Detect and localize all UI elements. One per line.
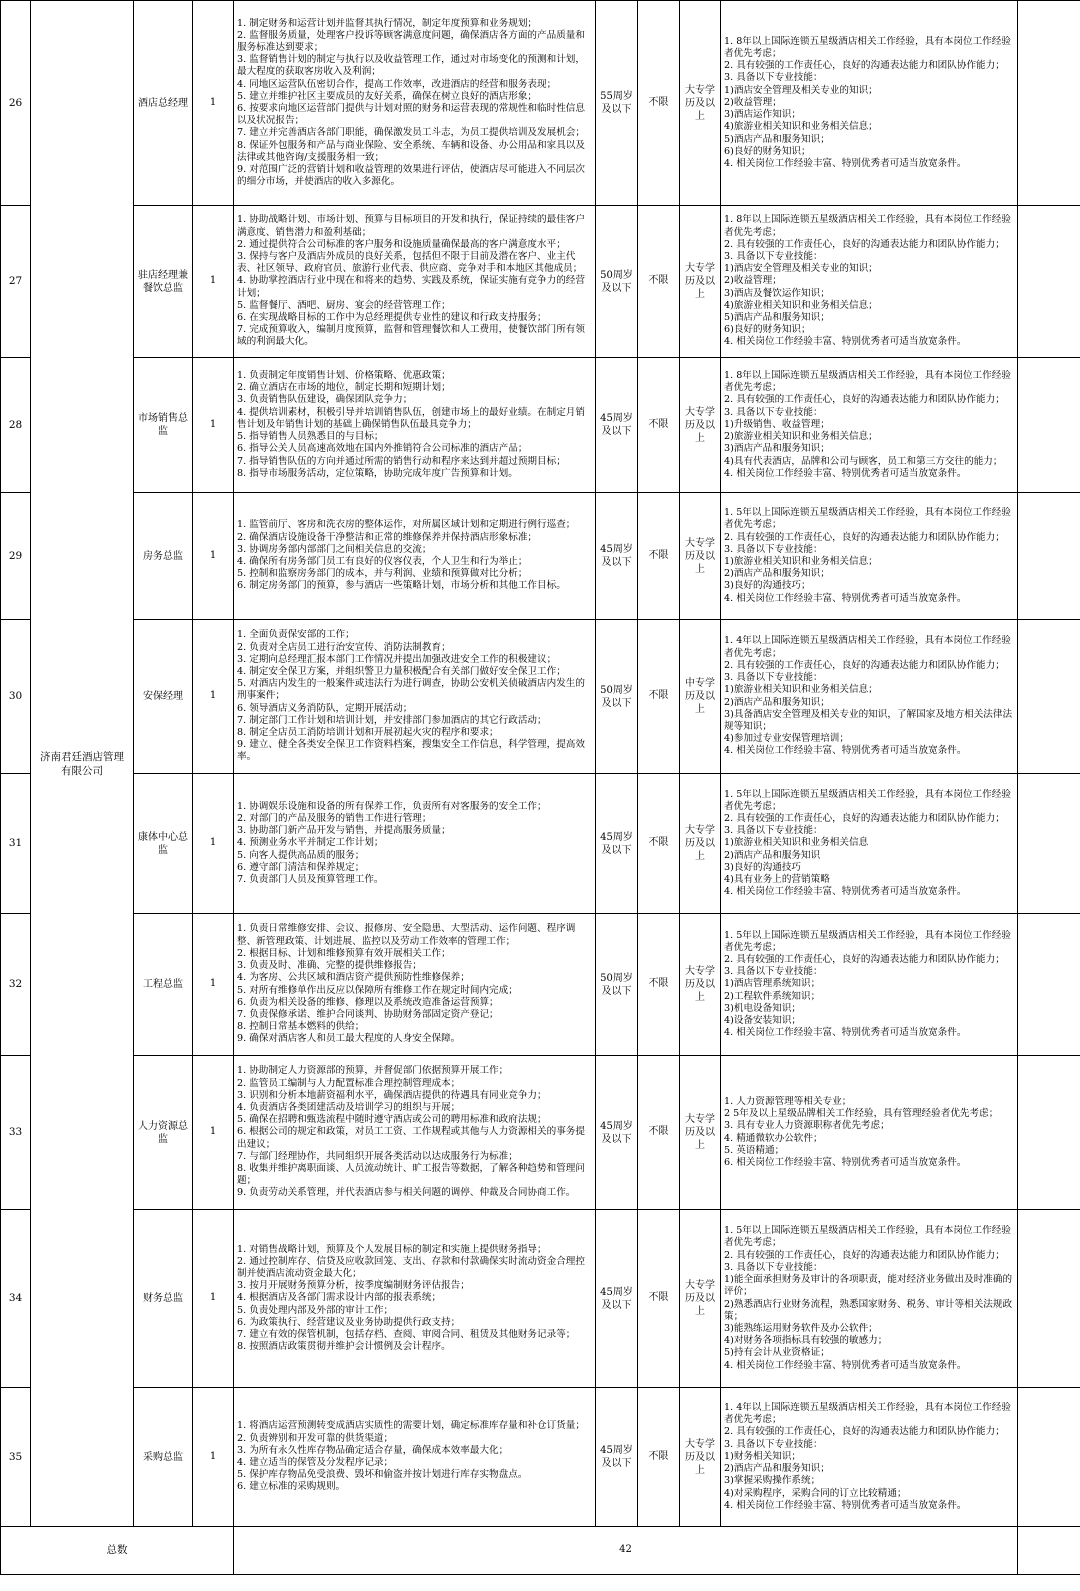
- remarks-cell: [1018, 1388, 1080, 1527]
- duty-line: 4. 提供培训素材，积极引导并培训销售队伍，创建市场上的最好业绩。在制定月销售计划及年销售计划的基础上确保销售队伍最具竞争力；: [237, 406, 585, 430]
- duty-line: 3. 负责销售队伍建设，确保团队竞争力；: [237, 394, 413, 406]
- requirement-line: 5)持有会计从业资格证；: [724, 1347, 830, 1359]
- table-row: [1, 620, 1080, 774]
- requirement-line: 3. 具备以下专业技能：: [724, 825, 823, 837]
- table-row: [1, 358, 1080, 493]
- position-name: 驻店经理兼餐饮总监: [134, 206, 193, 358]
- headcount: 1: [193, 206, 234, 358]
- job-duties: [234, 774, 596, 914]
- table-row: [1, 206, 1080, 358]
- requirement-line: 4)具有业务上的营销策略: [724, 874, 830, 885]
- duty-line: 2. 负责对全店员工进行治安宣传、消防法制教育；: [237, 641, 451, 653]
- duty-line: 9. 对范围广泛的营销计划和收益管理的效果进行评估，使酒店尽可能进入不同层次的细分市场，并使酒店的收入多源化。: [237, 164, 585, 188]
- requirement-line: 1)酒店安全管理及相关专业的知识；: [724, 84, 878, 96]
- requirement-line: 1)旅游业相关知识和业务相关信息: [724, 837, 869, 849]
- duty-line: 1. 监管前厅、客房和洗衣房的整体运作，对所属区域计划和定期进行例行巡查；: [237, 519, 576, 531]
- requirement-line: 4. 相关岗位工作经验丰富、特别优秀者可适当放宽条件。: [724, 336, 967, 348]
- requirement-line: 4. 相关岗位工作经验丰富、特别优秀者可适当放宽条件。: [724, 467, 967, 479]
- total-label: 总数: [1, 1527, 234, 1575]
- duty-line: 1. 协助战略计划、市场计划、预算与目标项目的开发和执行，保证持续的最佳客户满意度、销售潜力和盈利基础；: [237, 214, 585, 238]
- age-limit: 55周岁及以下: [596, 1, 638, 206]
- position-name: 市场销售总监: [134, 358, 193, 493]
- duty-line: 3. 按月开展财务预算分析，按季度编制财务评估报告；: [237, 1280, 470, 1292]
- duty-line: 4. 协助掌控酒店行业中现在和将来的趋势、实践及系统，保证实施有竞争力的经营计划；: [237, 275, 585, 299]
- age-limit: 45周岁及以下: [596, 358, 638, 493]
- age-limit: 50周岁及以下: [596, 206, 638, 358]
- age-limit: 45周岁及以下: [596, 1210, 638, 1388]
- row-number: 30: [1, 620, 31, 774]
- requirement-line: 1. 5年以上国际连锁五星级酒店相关工作经验，具有本岗位工作经验者优先考虑；: [724, 929, 1011, 953]
- requirement-line: 4)设备安装知识；: [724, 1015, 802, 1026]
- requirement-line: 2)酒店产品和服务知识；: [724, 568, 830, 580]
- duty-line: 6. 按要求向地区运营部门提供与计划对照的财务和运营表现的常规性和临时性信息以及状况报告；: [237, 103, 585, 127]
- duty-line: 6. 指导公关人员高速高效地在国内外推销符合公司标准的酒店产品；: [237, 443, 528, 455]
- total-remarks-cell: [1018, 1527, 1080, 1575]
- duty-line: 7. 负责部门人员及预算管理工作。: [237, 874, 384, 885]
- duty-line: 5. 向客人提供高品质的服务；: [237, 849, 365, 861]
- requirement-line: 3. 具备以下专业技能：: [724, 543, 823, 555]
- job-duties: [234, 493, 596, 620]
- duty-line: 1. 将酒店运营预测转变成酒店实质性的需要计划，确定标准库存量和补仓订货量；: [237, 1420, 585, 1432]
- requirement-line: 3. 具备以下专业技能：: [724, 966, 823, 978]
- requirement-line: 1. 5年以上国际连锁五星级酒店相关工作经验，具有本岗位工作经验者优先考虑；: [724, 1225, 1011, 1249]
- duty-line: 5. 确保在招聘和甄选流程中随时遵守酒店或公司的聘用标准和政府法规；: [237, 1114, 547, 1126]
- duty-line: 5. 对所有维修单作出反应以保障所有维修工作在规定时间内完成；: [237, 984, 518, 996]
- row-number: 28: [1, 358, 31, 493]
- requirement-line: 2)酒店产品和服务知识；: [724, 696, 830, 708]
- requirement-line: 4. 精通微软办公软件；: [724, 1132, 823, 1144]
- requirement-line: 4)旅游业相关知识和业务相关信息；: [724, 121, 878, 133]
- requirement-line: 3. 具有专业人力资源职称者优先考虑；: [724, 1120, 890, 1132]
- requirement-line: 2)收益管理；: [724, 275, 782, 287]
- requirement-line: 2)酒店产品和服务知识；: [724, 1463, 830, 1475]
- requirement-line: 1. 4年以上国际连锁五星级酒店相关工作经验，具有本岗位工作经验者优先考虑；: [724, 635, 1011, 659]
- requirement-line: 4. 相关岗位工作经验丰富、特别优秀者可适当放宽条件。: [724, 592, 967, 604]
- remarks-cell: [1018, 206, 1080, 358]
- major: 不限: [638, 1210, 680, 1388]
- requirement-line: 1. 8年以上国际连锁五星级酒店相关工作经验，具有本岗位工作经验者优先考虑；: [724, 370, 1011, 394]
- education: 大专学历及以上: [680, 1388, 721, 1527]
- duty-line: 7. 建立并完善酒店各部门职能，确保激发员工斗志，为员工提供培训及发展机会；: [237, 127, 585, 139]
- requirement-line: 2)工程软件系统知识；: [724, 990, 821, 1002]
- table-row: [1, 774, 1080, 914]
- duty-line: 6. 在实现战略目标的工作中为总经理提供专业性的建议和行政支持服务；: [237, 312, 547, 323]
- duty-line: 5. 建立并维护社区主要成员的友好关系，确保在树立良好的酒店形象；: [237, 90, 538, 102]
- requirement-line: 4. 相关岗位工作经验丰富、特别优秀者可适当放宽条件。: [724, 745, 967, 757]
- requirement-line: 2)酒店产品和服务知识: [724, 849, 821, 861]
- age-limit: 45周岁及以下: [596, 1388, 638, 1527]
- duty-line: 7. 完成预算收入，编制月度预算，监督和管理餐饮和人工费用，使餐饮部门所有领域的利润最大化。: [237, 324, 585, 348]
- major: 不限: [638, 914, 680, 1056]
- remarks-cell: [1018, 358, 1080, 493]
- headcount: 1: [193, 914, 234, 1056]
- requirement-line: 2. 具有较强的工作责任心，良好的沟通表达能力和团队协作能力；: [724, 812, 1005, 824]
- remarks-cell: [1018, 493, 1080, 620]
- table-row: [1, 493, 1080, 620]
- headcount: 1: [193, 1, 234, 206]
- duty-line: 2. 监管员工编制与人力配置标准合理控制管理成本；: [237, 1077, 461, 1089]
- requirement-line: 3)具备酒店安全管理及相关专业的知识，了解国家及地方相关法律法规等知识；: [724, 708, 1013, 732]
- job-duties: [234, 1388, 596, 1527]
- requirement-line: 2. 具有较强的工作责任心，良好的沟通表达能力和团队协作能力；: [724, 1426, 1005, 1438]
- requirement-line: 3)能熟练运用财务软件及办公软件；: [724, 1322, 878, 1334]
- requirement-line: 2. 具有较强的工作责任心，良好的沟通表达能力和团队协作能力；: [724, 659, 1005, 671]
- requirement-line: 2 5年及以上星级品牌相关工作经验，具有管理经验者优先考虑；: [724, 1108, 999, 1120]
- requirement-line: 2)收益管理；: [724, 96, 782, 108]
- row-number: 31: [1, 774, 31, 914]
- requirement-line: 3. 具备以下专业技能：: [724, 672, 823, 684]
- duty-line: 4. 根据酒店及各部门需求设计内部的报表系统；: [237, 1292, 442, 1304]
- requirement-line: 1. 4年以上国际连锁五星级酒店相关工作经验，具有本岗位工作经验者优先考虑；: [724, 1402, 1011, 1426]
- duty-line: 5. 控制和监察房务部门的成本，并与利润、业绩和预算做对比分析；: [237, 568, 528, 580]
- requirement-line: 1. 8年以上国际连锁五星级酒店相关工作经验，具有本岗位工作经验者优先考虑；: [724, 35, 1011, 60]
- job-requirements: [721, 774, 1018, 914]
- education: 大专学历及以上: [680, 358, 721, 493]
- major: 不限: [638, 1056, 680, 1210]
- job-requirements: [721, 1, 1018, 206]
- job-requirements: [721, 1056, 1018, 1210]
- requirement-line: 2. 具有较强的工作责任心，良好的沟通表达能力和团队协作能力；: [724, 531, 1005, 543]
- education: 中专学历及以上: [680, 620, 721, 774]
- duty-line: 3. 协助部门新产品开发与销售，并提高服务质量；: [237, 825, 451, 837]
- row-number: 26: [1, 1, 31, 206]
- duty-line: 6. 根据公司的规定和政策，对员工工资、工作规程或其他与人力资源相关的事务提出建议；: [237, 1126, 585, 1150]
- job-requirements: [721, 620, 1018, 774]
- education: 大专学历及以上: [680, 1210, 721, 1388]
- table-row: [1, 1210, 1080, 1388]
- duty-line: 8. 制定全店员工消防培训计划和开展初起火灾的程序和要求；: [237, 727, 499, 738]
- requirement-line: 1)酒店安全管理及相关专业的知识；: [724, 263, 878, 275]
- requirement-line: 1)旅游业相关知识和业务相关信息；: [724, 684, 878, 696]
- duty-line: 8. 收集并维护离职面谈、人员流动统计、旷工报告等数据，了解各种趋势和管理问题；: [237, 1163, 585, 1187]
- duty-line: 4. 为客房、公共区域和酒店资产提供预防性维修保养；: [237, 972, 470, 984]
- duty-line: 2. 通过提供符合公司标准的客户服务和设施质量确保最高的客户满意度水平；: [237, 238, 566, 250]
- duty-line: 8. 保证外包服务和产品与商业保险、安全系统、车辆和设备、办公用品和家具以及法律或其他咨询/支援服务相一致；: [237, 139, 585, 163]
- duty-line: 1. 负责制定年度销售计划、价格策略、优惠政策；: [237, 370, 451, 382]
- requirement-line: 4)旅游业相关知识和业务相关信息；: [724, 299, 878, 311]
- major: 不限: [638, 493, 680, 620]
- job-requirements: [721, 206, 1018, 358]
- duty-line: 8. 控制日常基本燃料的供给；: [237, 1021, 365, 1033]
- requirement-line: 1. 5年以上国际连锁五星级酒店相关工作经验，具有本岗位工作经验者优先考虑；: [724, 788, 1011, 812]
- duty-line: 5. 监督餐厅、酒吧、厨房、宴会的经营管理工作；: [237, 299, 451, 311]
- duty-line: 9. 负责劳动关系管理，并代表酒店参与相关问题的调停、仲裁及合同协商工作。: [237, 1187, 576, 1199]
- headcount: 1: [193, 358, 234, 493]
- duty-line: 3. 负责及时、准确、完整的提供维修报告；: [237, 960, 422, 972]
- duty-line: 5. 保护库存物品免受浪费、毁坏和偷盗并按计划进行库存实物盘点。: [237, 1469, 528, 1481]
- requirement-line: 5. 英语精通；: [724, 1144, 785, 1156]
- education: 大专学历及以上: [680, 914, 721, 1056]
- job-duties: [234, 620, 596, 774]
- education: 大专学历及以上: [680, 206, 721, 358]
- duty-line: 3. 协调房务部内部部门之间相关信息的交流；: [237, 543, 432, 555]
- requirement-line: 4. 相关岗位工作经验丰富、特别优秀者可适当放宽条件。: [724, 157, 967, 169]
- position-name: 房务总监: [134, 493, 193, 620]
- headcount: 1: [193, 774, 234, 914]
- duty-line: 9. 建立、健全各类安全保卫工作资料档案，搜集安全工作信息，科学管理，提高效率。: [237, 739, 585, 763]
- age-limit: 45周岁及以下: [596, 774, 638, 914]
- row-number: 29: [1, 493, 31, 620]
- duty-line: 3. 定期向总经理汇报本部门工作情况并提出加强改进安全工作的积极建议；: [237, 653, 557, 665]
- requirement-line: 4)对采购程序，采购合同的订立比较精通；: [724, 1487, 907, 1499]
- requirement-line: 3. 具备以下专业技能：: [724, 1261, 823, 1273]
- requirement-line: 3)良好的沟通技巧；: [724, 580, 811, 592]
- job-duties: [234, 1, 596, 206]
- job-duties: [234, 1056, 596, 1210]
- duty-line: 3. 识别和分析本地薪资福利水平，确保酒店提供的待遇具有同业竞争力；: [237, 1089, 547, 1101]
- duty-line: 2. 负责辨别和开发可靠的供货渠道；: [237, 1432, 394, 1444]
- remarks-cell: [1018, 1056, 1080, 1210]
- position-name: 财务总监: [134, 1210, 193, 1388]
- headcount: 1: [193, 1056, 234, 1210]
- requirement-line: 4)参加过专业安保管理培训；: [724, 733, 849, 745]
- duty-line: 5. 指导销售人员熟悉目的与目标；: [237, 431, 384, 443]
- requirement-line: 1. 5年以上国际连锁五星级酒店相关工作经验，具有本岗位工作经验者优先考虑；: [724, 507, 1011, 531]
- remarks-cell: [1018, 1, 1080, 206]
- duty-line: 6. 遵守部门清洁和保养规定；: [237, 861, 365, 873]
- duty-line: 2. 对部门的产品及服务的销售工作进行管理；: [237, 812, 432, 824]
- requirement-line: 1. 8年以上国际连锁五星级酒店相关工作经验，具有本岗位工作经验者优先考虑；: [724, 214, 1011, 238]
- duty-line: 1. 协调娱乐设施和设备的所有保养工作，负责所有对客服务的安全工作；: [237, 800, 547, 812]
- requirement-line: 2)熟悉酒店行业财务流程，熟悉国家财务、税务、审计等相关法规政策；: [724, 1298, 1013, 1322]
- requirement-line: 4. 相关岗位工作经验丰富、特别优秀者可适当放宽条件。: [724, 1359, 967, 1371]
- headcount: 1: [193, 1388, 234, 1527]
- table-row: [1, 914, 1080, 1056]
- duty-line: 3. 保持与客户及酒店外成员的良好关系，包括但不限于目前及潜在客户、业主代表、社区领导、政府官员、旅游行业代表、供应商、竞争对手和本地区其他成员；: [237, 250, 583, 275]
- requirement-line: 3. 具备以下专业技能：: [724, 406, 823, 418]
- duty-line: 7. 建立有效的保管机制，包括存档、查阅、审阅合同、租赁及其他财务记录等；: [237, 1329, 576, 1340]
- requirement-line: 2. 具有较强的工作责任心，良好的沟通表达能力和团队协作能力；: [724, 953, 1005, 965]
- row-number: 34: [1, 1210, 31, 1388]
- duty-line: 1. 负责日常维修安排、会议、报修房、安全隐患、大型活动、运作问题、程序调整、新管理政策、计划进展、监控以及劳动工作效率的管理工作；: [237, 923, 576, 947]
- job-duties: [234, 206, 596, 358]
- row-number: 33: [1, 1056, 31, 1210]
- requirement-line: 2)旅游业相关知识和业务相关信息；: [724, 431, 878, 443]
- requirement-line: 1)旅游业相关知识和业务相关信息；: [724, 556, 878, 567]
- requirement-line: 3)机电设备知识；: [724, 1002, 802, 1014]
- major: 不限: [638, 1388, 680, 1527]
- headcount: 1: [193, 1210, 234, 1388]
- remarks-cell: [1018, 914, 1080, 1056]
- major: 不限: [638, 206, 680, 358]
- duty-line: 8. 指导市场服务活动，定位策略，协助完成年度广告预算和计划。: [237, 467, 518, 479]
- requirement-line: 4. 相关岗位工作经验丰富、特别优秀者可适当放宽条件。: [724, 886, 967, 898]
- position-name: 人力资源总监: [134, 1056, 193, 1210]
- requirement-line: 1)升级销售、收益管理；: [724, 418, 830, 430]
- duty-line: 7. 指导销售队伍的方向并通过所需的销售行动和程序来达到并超过预期目标；: [237, 455, 566, 467]
- row-number: 27: [1, 206, 31, 358]
- requirement-line: 3. 具备以下专业技能：: [724, 1438, 823, 1450]
- duty-line: 1. 协助制定人力资源部的预算，并督促部门依据预算开展工作；: [237, 1065, 509, 1077]
- duty-line: 1. 对销售战略计划，预算及个人发展目标的制定和实施上提供财务指导；: [237, 1243, 547, 1255]
- duty-line: 6. 为政策执行、经营建议及业务协助提供行政支持；: [237, 1316, 461, 1328]
- duty-line: 5. 对酒店内发生的一般案件或违法行为进行调查，协助公安机关侦破酒店内发生的刑事案件；: [237, 678, 585, 702]
- education: 大专学历及以上: [680, 493, 721, 620]
- duty-line: 4. 制定安全保卫方案，并组织警卫力量积极配合有关部门做好安全保卫工作；: [237, 665, 566, 677]
- duty-line: 3. 监督销售计划的制定与执行以及收益管理工作，通过对市场变化的预测和计划，最大程度的获取客房收入及利润；: [237, 54, 585, 78]
- age-limit: 45周岁及以下: [596, 1056, 638, 1210]
- requirement-line: 3)酒店及餐饮运作知识；: [724, 287, 830, 299]
- major: 不限: [638, 620, 680, 774]
- table-row: [1, 1, 1080, 206]
- requirement-line: 3. 具备以下专业技能：: [724, 72, 823, 84]
- requirement-line: 4. 相关岗位工作经验丰富、特别优秀者可适当放宽条件。: [724, 1027, 967, 1039]
- duty-line: 4. 同地区运营队伍密切合作，提高工作效率，改进酒店的经营和服务表现；: [237, 78, 557, 90]
- position-name: 酒店总经理: [134, 1, 193, 206]
- job-duties: [234, 358, 596, 493]
- duty-line: 9. 确保对酒店客人和员工最大程度的人身安全保障。: [237, 1033, 461, 1045]
- education: 大专学历及以上: [680, 1, 721, 206]
- remarks-cell: [1018, 620, 1080, 774]
- duty-line: 5. 负责处理内部及外部的审计工作；: [237, 1304, 394, 1316]
- duty-line: 1. 制定财务和运营计划并监督其执行情况，制定年度预算和业务规划；: [237, 17, 538, 29]
- duty-line: 7. 制定部门工作计划和培训计划，并安排部门参加酒店的其它行政活动；: [237, 714, 547, 726]
- requirement-line: 2. 具有较强的工作责任心，良好的沟通表达能力和团队协作能力；: [724, 1249, 1005, 1261]
- major: 不限: [638, 358, 680, 493]
- remarks-cell: [1018, 1210, 1080, 1388]
- education: 大专学历及以上: [680, 1056, 721, 1210]
- job-requirements: [721, 1210, 1018, 1388]
- duty-line: 4. 确保所有房务部门员工有良好的仪容仪表，个人卫生和行为举止；: [237, 556, 528, 567]
- requirement-line: 1)酒店管理系统知识；: [724, 978, 821, 990]
- requirement-line: 3)良好的沟通技巧: [724, 861, 802, 873]
- headcount: 1: [193, 620, 234, 774]
- duty-line: 6. 建立标准的采购规则。: [237, 1481, 346, 1493]
- duty-line: 1. 全面负责保安部的工作；: [237, 629, 355, 641]
- table-row: [1, 1388, 1080, 1527]
- requirement-line: 1)能全面承担财务及审计的各项职责，能对经济业务做出及时准确的评价；: [724, 1274, 1013, 1298]
- job-requirements: [721, 493, 1018, 620]
- duty-line: 4. 建立适当的保管及分发程序记录；: [237, 1457, 394, 1468]
- duty-line: 7. 与部门经理协作，共同组织开展各类活动以达成服务行为标准；: [237, 1150, 518, 1162]
- duty-line: 2. 确立酒店在市场的地位，制定长期和短期计划；: [237, 382, 451, 394]
- requirement-line: 4)对财务各项指标具有较强的敏感力；: [724, 1335, 888, 1347]
- headcount: 1: [193, 493, 234, 620]
- requirement-line: 2. 具有较强的工作责任心，良好的沟通表达能力和团队协作能力；: [724, 60, 1005, 72]
- remarks-cell: [1018, 774, 1080, 914]
- requirement-line: 1)财务相关知识；: [724, 1450, 802, 1462]
- requirement-line: 1. 人力资源管理等相关专业；: [724, 1095, 852, 1107]
- job-requirements: [721, 1388, 1018, 1527]
- requirement-line: 4. 相关岗位工作经验丰富、特别优秀者可适当放宽条件。: [724, 1499, 967, 1511]
- requirement-line: 6. 相关岗位工作经验丰富、特别优秀者可适当放宽条件。: [724, 1156, 967, 1168]
- job-requirements: [721, 914, 1018, 1056]
- duty-line: 2. 根据目标、计划和维修预算有效开展相关工作；: [237, 947, 451, 959]
- major: 不限: [638, 1, 680, 206]
- duty-line: 6. 领导酒店义务消防队，定期开展活动；: [237, 702, 413, 714]
- requirement-line: 3. 具备以下专业技能：: [724, 250, 823, 262]
- requirement-line: 5)酒店产品和服务知识；: [724, 133, 830, 145]
- table-body: [1, 1, 1080, 1575]
- age-limit: 50周岁及以下: [596, 914, 638, 1056]
- requirement-line: 6)良好的财务知识；: [724, 324, 811, 336]
- table-row: [1, 1056, 1080, 1210]
- requirement-line: 2. 具有较强的工作责任心，良好的沟通表达能力和团队协作能力；: [724, 238, 1005, 250]
- duty-line: 3. 为所有永久性库存物品确定适合存量，确保成本效率最大化；: [237, 1444, 509, 1456]
- education: 大专学历及以上: [680, 774, 721, 914]
- duty-line: 8. 按照酒店政策贯彻并维护会计惯例及会计程序。: [237, 1341, 451, 1353]
- total-row: [1, 1527, 1080, 1575]
- row-number: 32: [1, 914, 31, 1056]
- job-duties: [234, 914, 596, 1056]
- requirement-line: 3)酒店运作知识；: [724, 109, 802, 121]
- position-name: 安保经理: [134, 620, 193, 774]
- requirement-line: 6)良好的财务知识；: [724, 145, 811, 157]
- duty-line: 4. 负责酒店各类团建活动及培训学习的组织与开展；: [237, 1101, 461, 1113]
- requirement-line: 5)酒店产品和服务知识；: [724, 312, 830, 323]
- requirement-line: 2. 具有较强的工作责任心，良好的沟通表达能力和团队协作能力；: [724, 394, 1005, 406]
- company-name: 济南君廷酒店管理有限公司: [31, 1, 134, 1527]
- position-name: 康体中心总监: [134, 774, 193, 914]
- age-limit: 50周岁及以下: [596, 620, 638, 774]
- position-name: 采购总监: [134, 1388, 193, 1527]
- duty-line: 6. 负责为相关设备的维修、修理以及系统改造准备运营预算；: [237, 996, 499, 1008]
- row-number: 35: [1, 1388, 31, 1527]
- total-value: 42: [234, 1527, 1018, 1575]
- duty-line: 6. 制定房务部门的预算，参与酒店一些策略计划，市场分析和其他工作目标。: [237, 580, 566, 592]
- position-name: 工程总监: [134, 914, 193, 1056]
- requirement-line: 3)掌握采购操作系统；: [724, 1475, 821, 1487]
- job-requirements: [721, 358, 1018, 493]
- duty-line: 7. 负责保修承诺、维护合同谈判、协助财务部固定资产登记；: [237, 1008, 499, 1020]
- major: 不限: [638, 774, 680, 914]
- duty-line: 2. 确保酒店设施设备干净整洁和正常的维修保养并保持酒店形象标准；: [237, 531, 538, 543]
- duty-line: 2. 监督服务质量，处理客户投诉等顾客满意度问题，确保酒店各方面的产品质量和服务标准达到要求；: [237, 29, 585, 53]
- job-duties: [234, 1210, 596, 1388]
- requirement-line: 4)具有代表酒店，品牌和公司与顾客，员工和第三方交往的能力；: [724, 455, 1003, 467]
- duty-line: 2. 通过控制库存、信贷及应收款回笼、支出、存款和付款确保实时流动资金合理控制并使酒店流动资金最大化；: [237, 1255, 585, 1279]
- requirement-line: 3)酒店产品和服务知识；: [724, 443, 830, 455]
- age-limit: 45周岁及以下: [596, 493, 638, 620]
- duty-line: 4. 预测业务水平并制定工作计划；: [237, 837, 384, 849]
